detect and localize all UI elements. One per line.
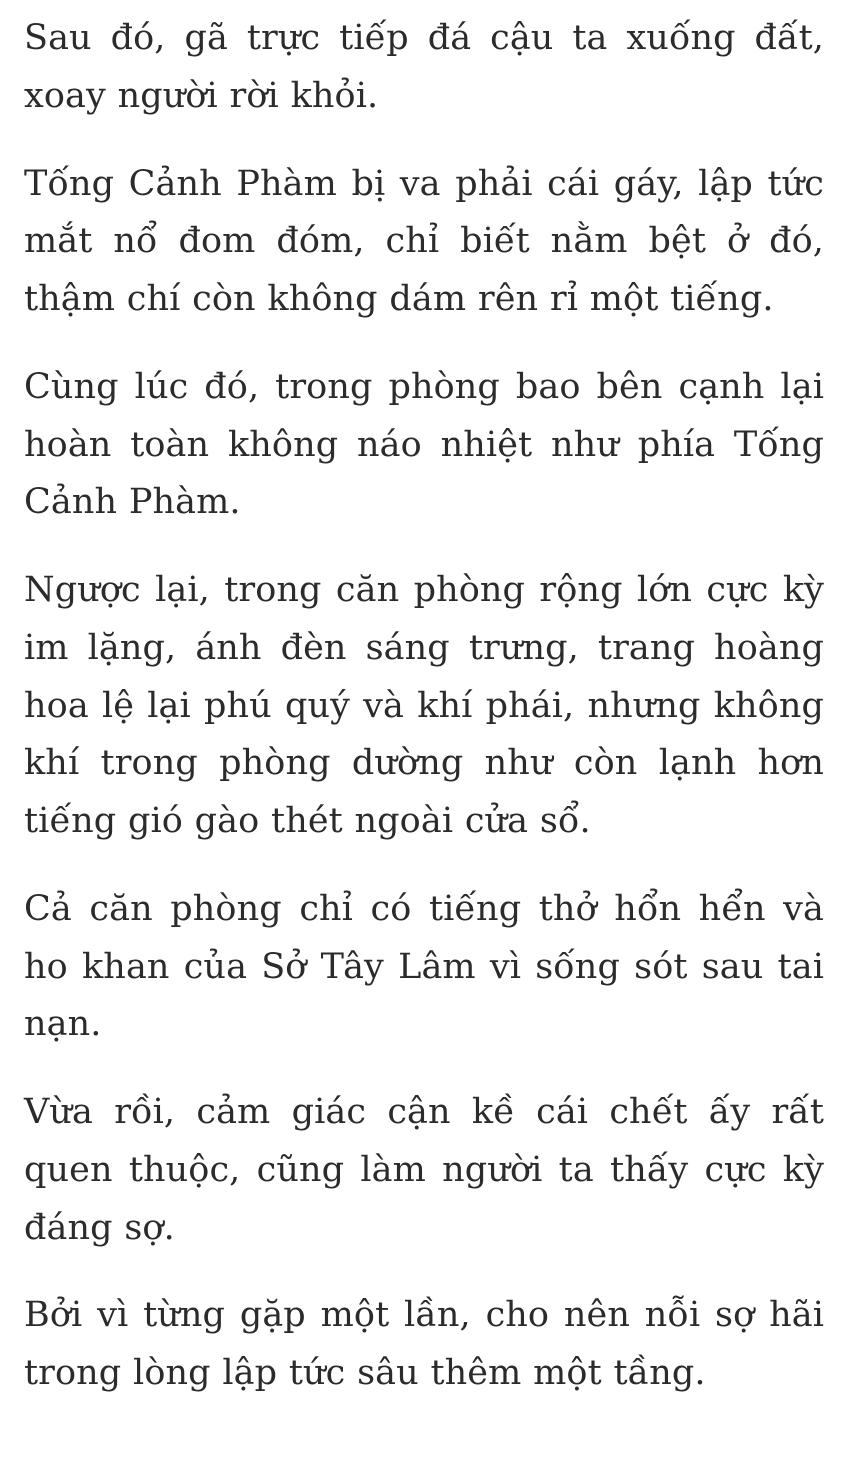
paragraph: Bởi vì từng gặp một lần, cho nên nỗi sợ hãi trong lòng lập tức sâu thêm một tầng. <box>24 1295 824 1393</box>
paragraph: Cả căn phòng chỉ có tiếng thở hổn hển và ho khan của Sở Tây Lâm vì sống sót sau tai nạn. <box>24 888 824 1045</box>
paragraph: Tống Cảnh Phàm bị va phải cái gáy, lập tức mắt nổ đom đóm, chỉ biết nằm bệt ở đó, thậm chí còn không dám rên rỉ một tiếng. <box>24 163 824 319</box>
paragraph: Vừa rồi, cảm giác cận kề cái chết ấy rất quen thuộc, cũng làm người ta thấy cực kỳ đáng sợ. <box>24 1092 824 1248</box>
paragraph: Sau đó, gã trực tiếp đá cậu ta xuống đất, xoay người rời khỏi. <box>24 18 824 116</box>
paragraph: Ngược lại, trong căn phòng rộng lớn cực kỳ im lặng, ánh đèn sáng trưng, trang hoàng hoa lệ lại phú quý và khí phái, nhưng không khí trong phòng dường như còn lạnh hơn tiếng gió gào thét ngoài cửa sổ. <box>24 570 824 841</box>
paragraph: Cùng lúc đó, trong phòng bao bên cạnh lại hoàn toàn không náo nhiệt như phía Tống Cảnh Phàm. <box>24 366 824 523</box>
